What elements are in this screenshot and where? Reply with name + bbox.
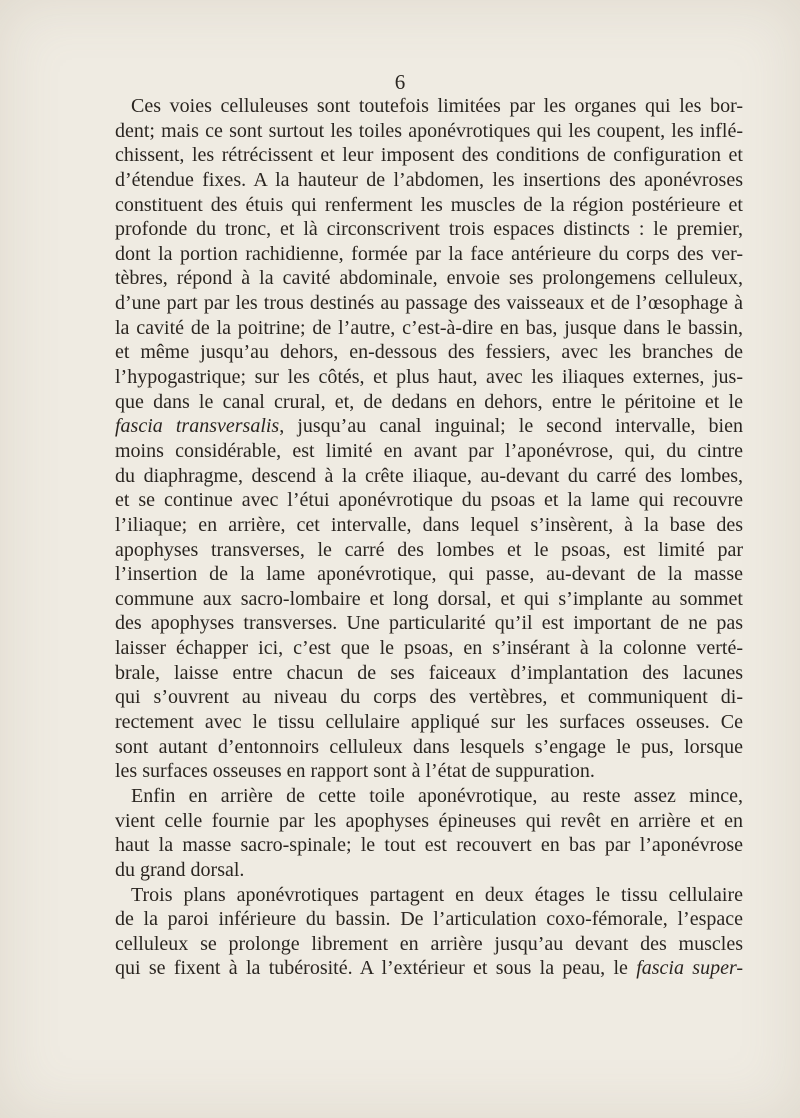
text-line: chissent, les rétrécissent et leur imposent des conditions de configuration et [115,144,743,167]
text-line: l’insertion de la lame aponévrotique, qui passe, au-devant de la masse [115,563,743,586]
text-line: et se continue avec l’étui aponévrotique du psoas et la lame qui recouvre [115,489,743,512]
text-line: laisser échapper ici, c’est que le psoas, en s’insérant à la colonne verté- [115,637,743,660]
text-line: moins considérable, est limité en avant par l’aponévrose, qui, du cintre [115,439,743,462]
text-line: constituent des étuis qui renferment les muscles de la région postérieure et [115,193,743,216]
text-line: l’hypogastrique; sur les côtés, et plus haut, avec les iliaques externes, jus- [115,366,743,389]
text-line: celluleux se prolonge librement en arrière jusqu’au devant des muscles [115,932,743,955]
page-number: 6 [394,70,406,94]
text-line: l’iliaque; en arrière, cet intervalle, dans lequel s’insèrent, à la base des [115,513,743,536]
text-line: qui s’ouvrent au niveau du corps des vertèbres, et communiquent di- [115,686,743,709]
text-line: Trois plans aponévrotiques partagent en deux étages le tissu cellulaire [131,883,743,906]
italic-term: fascia super- [636,957,743,980]
text-line: brale, laisse entre chacun de ses faiceaux d’implantation des lacunes [115,661,743,684]
text-line-italic-end: qui se fixent à la tubérosité. A l’extérieur et sous la peau, le fascia super- [115,957,743,980]
text-line: d’une part par les trous destinés au passage des vaisseaux et de l’œsophage à [115,292,743,315]
text-line: haut la masse sacro-spinale; le tout est recouvert en bas par l’aponévrose [115,834,743,857]
text-line: des apophyses transverses. Une particularité qu’il est important de ne pas [115,612,743,635]
text-line: d’étendue fixes. A la hauteur de l’abdomen, les insertions des aponévroses [115,168,743,191]
text-line: tèbres, répond à la cavité abdominale, envoie ses prolongemens celluleux, [115,267,743,290]
text-line: du grand dorsal. [115,858,245,881]
text-line: commune aux sacro-lombaire et long dorsal, et qui s’implante au sommet [115,587,743,610]
body-text [115,94,743,981]
text-line: apophyses transverses, le carré des lombes et le psoas, est limité par [115,538,743,561]
text-line: que dans le canal crural, et, de dedans en dehors, entre le péritoine et le [115,390,743,413]
text-line: rectement avec le tissu cellulaire appliqué sur les surfaces osseuses. Ce [115,711,743,734]
text-line: et même jusqu’au dehors, en-dessous des fessiers, avec les branches de [115,341,743,364]
text-line: vient celle fournie par les apophyses épineuses qui revêt en arrière et en [115,809,743,832]
text-line: sont autant d’entonnoirs celluleux dans lesquels s’engage le pus, lorsque [115,735,743,758]
text-line: dont la portion rachidienne, formée par la face antérieure du corps des ver- [115,242,743,265]
text-line: du diaphragme, descend à la crête iliaque, au-devant du carré des lombes, [115,464,743,487]
text-line: Ces voies celluleuses sont toutefois limitées par les organes qui les bor- [131,95,743,117]
text-line: dent; mais ce sont surtout les toiles aponévrotiques qui les coupent, les inflé- [115,119,743,142]
italic-term: fascia transversalis [115,415,280,438]
text-line: la cavité de la poitrine; de l’autre, c’est-à-dire en bas, jusque dans le bassin, [115,316,743,339]
text-line-italic-start: fascia transversalis, jusqu’au canal inguinal; le second intervalle, bien [115,415,743,438]
text-line: Enfin en arrière de cette toile aponévrotique, au reste assez mince, [131,784,743,807]
text-line: profonde du tronc, et là circonscrivent trois espaces distincts : le premier, [115,218,743,241]
text-line: les surfaces osseuses en rapport sont à l’état de suppuration. [115,760,595,783]
text-line: de la paroi inférieure du bassin. De l’articulation coxo-fémorale, l’espace [115,908,743,931]
